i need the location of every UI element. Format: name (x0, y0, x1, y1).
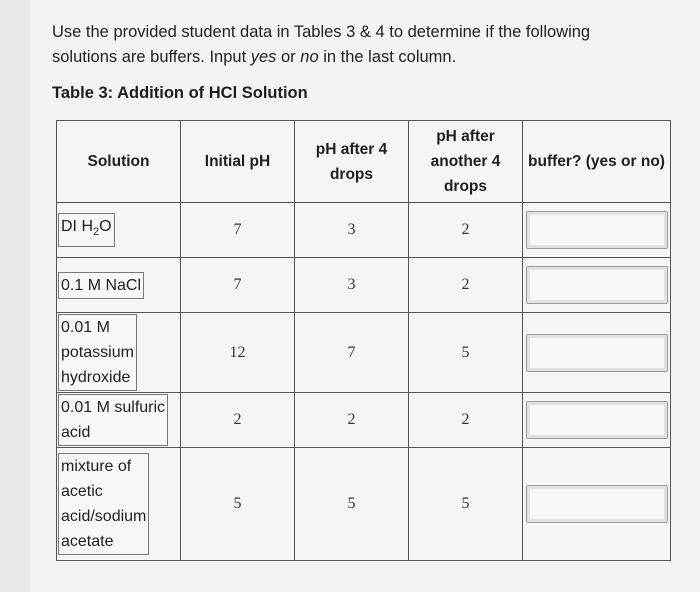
solution-name: mixture of acetic acid/sodium acetate (58, 453, 149, 555)
buffer-answer-cell (523, 313, 671, 393)
table-row (57, 313, 671, 393)
initial-ph-cell: 2 (181, 393, 295, 448)
header-initial-ph: Initial pH (181, 121, 295, 203)
buffer-answer-cell (523, 258, 671, 313)
ph-after-8-cell: 2 (409, 203, 523, 258)
worksheet-page (30, 0, 700, 592)
buffer-answer-cell (523, 203, 671, 258)
solution-cell (57, 448, 181, 561)
solution-name: 0.01 M sulfuric acid (58, 394, 168, 446)
instructions-text (52, 20, 672, 70)
solution-cell (57, 203, 181, 258)
ph-after-4-cell: 7 (295, 313, 409, 393)
instructions-or: or (276, 48, 301, 66)
buffer-answer-input[interactable] (526, 401, 668, 439)
initial-ph-cell: 7 (181, 203, 295, 258)
ph-after-8-cell: 5 (409, 448, 523, 561)
buffer-answer-input[interactable] (526, 485, 668, 523)
buffer-answer-cell (523, 393, 671, 448)
buffer-answer-cell (523, 448, 671, 561)
solution-cell (57, 258, 181, 313)
solution-name: 0.01 M potassium hydroxide (58, 314, 137, 391)
ph-after-8-cell: 2 (409, 393, 523, 448)
ph-after-8-cell: 5 (409, 313, 523, 393)
solution-name: DI $H_2O$ (58, 213, 115, 246)
initial-ph-cell: 12 (181, 313, 295, 393)
initial-ph-cell: 5 (181, 448, 295, 561)
instructions-no: no (300, 48, 319, 66)
ph-after-4-cell: 3 (295, 258, 409, 313)
table-title: Table 3: Addition of HCl Solution (52, 84, 308, 102)
instructions-yes: yes (250, 48, 277, 66)
instructions-line-1: Use the provided student data in Tables 3 & 4 to determine if the following (52, 23, 591, 41)
table-row (57, 393, 671, 448)
buffer-answer-input[interactable] (526, 211, 668, 249)
instructions-line-2-suffix: in the last column. (318, 48, 457, 66)
table-row (57, 258, 671, 313)
ph-after-4-cell: 2 (295, 393, 409, 448)
buffer-answer-input[interactable] (526, 266, 668, 304)
solution-cell (57, 393, 181, 448)
header-ph-after-another-4-drops: pH after another 4 drops (409, 121, 523, 203)
table-row (57, 203, 671, 258)
table-row (57, 448, 671, 561)
hcl-addition-table (56, 120, 671, 561)
instructions-line-2-prefix: solutions are buffers. Input (52, 48, 251, 66)
solution-name: 0.1 M NaCl (58, 272, 144, 299)
buffer-answer-input[interactable] (526, 334, 668, 372)
table-header-row (57, 121, 671, 203)
ph-after-4-cell: 3 (295, 203, 409, 258)
header-solution: Solution (57, 121, 181, 203)
header-ph-after-4-drops: pH after 4 drops (295, 121, 409, 203)
ph-after-8-cell: 2 (409, 258, 523, 313)
header-buffer: buffer? (yes or no) (523, 121, 671, 203)
solution-cell (57, 313, 181, 393)
ph-after-4-cell: 5 (295, 448, 409, 561)
initial-ph-cell: 7 (181, 258, 295, 313)
